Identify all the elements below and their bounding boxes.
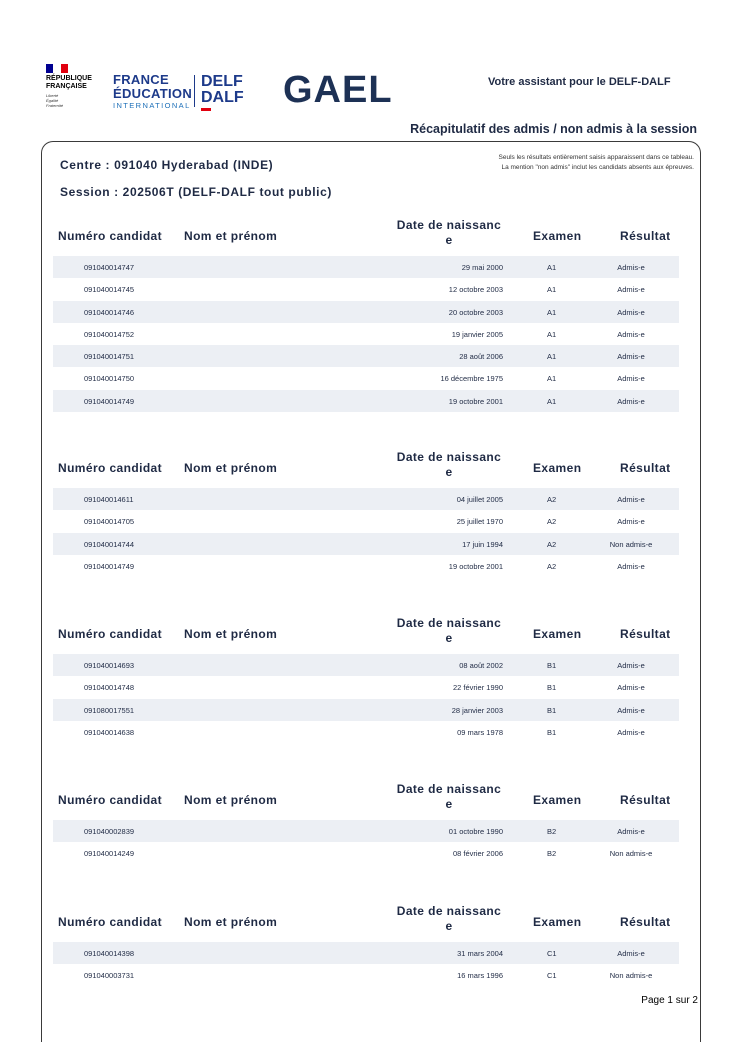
table-row: [53, 654, 679, 676]
cell-date: 04 juillet 2005: [456, 495, 503, 504]
header-nom: Nom et prénom: [184, 793, 278, 807]
table-row: [53, 323, 679, 345]
centre-label: Centre : 091040 Hyderabad (INDE): [60, 158, 274, 172]
cell-resultat: Admis-e: [617, 495, 645, 504]
fei-line-2: ÉDUCATION: [113, 86, 193, 101]
header-nom: Nom et prénom: [184, 915, 278, 929]
header-date-line-2: e: [445, 797, 453, 811]
cell-numero: 091040014748: [84, 683, 135, 693]
header-numero: Numéro candidat: [58, 229, 163, 243]
header-date-naissance: [388, 450, 510, 480]
cell-examen: A2: [547, 561, 557, 571]
flag-red: [61, 64, 68, 73]
header-resultat: Résultat: [620, 793, 671, 807]
cell-date: 01 octobre 1990: [448, 827, 503, 836]
table-row: [53, 964, 679, 986]
table-row: [53, 842, 679, 864]
cell-date: 09 mars 1978: [457, 727, 503, 737]
results-table: [53, 616, 679, 743]
cell-date: 25 juillet 1970: [456, 517, 503, 527]
cell-numero: 091040014611: [84, 495, 134, 504]
cell-examen: A1: [547, 374, 557, 384]
table-row: [53, 390, 679, 412]
header-resultat: Résultat: [620, 229, 671, 243]
cell-examen: A2: [547, 517, 557, 527]
table-header: [53, 782, 679, 820]
header-date-line-2: e: [445, 465, 453, 479]
header-numero: Numéro candidat: [58, 461, 163, 475]
cell-date: 16 mars 1996: [457, 971, 503, 981]
header-date-line-2: e: [445, 919, 453, 933]
motto-1: Liberté: [46, 93, 59, 98]
cell-resultat: Admis-e: [617, 727, 645, 737]
results-note: [414, 153, 694, 172]
cell-numero: 091040002839: [84, 827, 135, 836]
motto-2: Égalité: [46, 98, 59, 103]
cell-examen: A1: [547, 352, 557, 362]
cell-resultat: Admis-e: [617, 683, 645, 693]
cell-examen: A1: [547, 396, 557, 406]
cell-examen: C1: [547, 949, 557, 958]
table-row: [53, 256, 679, 278]
cell-resultat: Admis-e: [617, 329, 645, 339]
header-date-naissance: [388, 904, 510, 934]
cell-date: 28 janvier 2003: [451, 705, 503, 715]
gael-logo: GAEL: [283, 69, 393, 111]
results-table: [53, 782, 679, 865]
header-nom: Nom et prénom: [184, 461, 278, 475]
header-date-line-1: Date de naissanc: [396, 218, 502, 232]
cell-examen: B1: [547, 683, 557, 693]
cell-examen: A1: [547, 307, 557, 317]
table-row: [53, 510, 679, 532]
flag-blue: [46, 64, 53, 73]
cell-examen: A2: [547, 495, 557, 504]
header-date-naissance: [388, 782, 510, 812]
table-header: [53, 616, 679, 654]
note-line-1: Seuls les résultats entièrement saisis apparaissent dans ce tableau.: [498, 154, 694, 161]
cell-numero: 091040014746: [84, 307, 135, 317]
cell-examen: A2: [547, 539, 557, 549]
header-nom: Nom et prénom: [184, 229, 278, 243]
cell-date: 17 juin 1994: [462, 539, 503, 549]
table-row: [53, 367, 679, 389]
table-row: [53, 699, 679, 721]
table-row: [53, 301, 679, 323]
table-row: [53, 676, 679, 698]
cell-resultat: Admis-e: [617, 396, 645, 406]
cell-date: 08 février 2006: [452, 849, 503, 859]
results-table: [53, 904, 679, 987]
cell-numero: 091040014749: [84, 396, 135, 406]
france-education-logo: [113, 73, 193, 110]
header-date-line-1: Date de naissanc: [396, 450, 502, 464]
table-row: [53, 820, 679, 842]
cell-numero: 091040014398: [84, 949, 135, 958]
cell-resultat: Non admis-e: [609, 539, 653, 549]
fei-subtitle: INTERNATIONAL: [113, 101, 191, 110]
header-examen: Examen: [533, 229, 582, 243]
cell-numero: 091040014747: [84, 263, 135, 272]
table-header: [53, 904, 679, 942]
cell-examen: A1: [547, 285, 557, 295]
cell-numero: 091040014749: [84, 561, 135, 571]
header-date-naissance: [388, 218, 510, 248]
cell-examen: B2: [547, 827, 557, 836]
cell-resultat: Admis-e: [617, 374, 645, 384]
table-row: [53, 555, 679, 577]
note-line-2: La mention "non admis" inclut les candidats absents aux épreuves.: [501, 163, 694, 171]
cell-numero: 091040014693: [84, 661, 135, 670]
cell-date: 28 août 2006: [459, 352, 503, 362]
cell-date: 20 octobre 2003: [448, 307, 503, 317]
cell-numero: 091040014638: [84, 727, 135, 737]
cell-date: 31 mars 2004: [457, 949, 503, 958]
header-date-line-2: e: [445, 631, 453, 645]
republique-line-2: FRANÇAISE: [46, 83, 87, 90]
cell-resultat: Admis-e: [617, 661, 645, 670]
session-label: Session : 202506T (DELF-DALF tout public): [60, 185, 332, 199]
table-row: [53, 488, 679, 510]
header-numero: Numéro candidat: [58, 793, 163, 807]
cell-numero: 091040014745: [84, 285, 135, 295]
header-nom: Nom et prénom: [184, 627, 278, 641]
page-title: Récapitulatif des admis / non admis à la session: [410, 122, 697, 136]
cell-examen: B2: [547, 849, 557, 859]
cell-resultat: Non admis-e: [609, 849, 653, 859]
cell-resultat: Admis-e: [617, 705, 645, 715]
header-numero: Numéro candidat: [58, 915, 163, 929]
header-resultat: Résultat: [620, 627, 671, 641]
cell-resultat: Admis-e: [617, 307, 645, 317]
header-date-line-1: Date de naissanc: [396, 782, 502, 796]
cell-examen: B1: [547, 727, 557, 737]
fei-line-1: FRANCE: [113, 72, 169, 87]
logo-separator: [194, 75, 195, 107]
table-header: [53, 218, 679, 256]
header-examen: Examen: [533, 793, 582, 807]
cell-numero: 091040014750: [84, 374, 135, 384]
cell-numero: 091080017551: [84, 705, 135, 715]
header-date-line-1: Date de naissanc: [396, 616, 502, 630]
table-row: [53, 278, 679, 300]
results-table: [53, 450, 679, 577]
cell-resultat: Admis-e: [617, 827, 645, 836]
cell-examen: A1: [547, 263, 557, 272]
header-date-line-1: Date de naissanc: [396, 904, 502, 918]
header-examen: Examen: [533, 915, 582, 929]
table-row: [53, 345, 679, 367]
cell-numero: 091040003731: [84, 971, 135, 981]
table-row: [53, 721, 679, 743]
republique-line-1: RÉPUBLIQUE: [46, 75, 92, 82]
cell-date: 22 février 1990: [452, 683, 503, 693]
cell-date: 19 janvier 2005: [451, 329, 503, 339]
cell-date: 19 octobre 2001: [448, 396, 503, 406]
cell-date: 19 octobre 2001: [448, 561, 503, 571]
cell-date: 12 octobre 2003: [448, 285, 503, 295]
results-table: [53, 218, 679, 412]
delf-red-bar: [201, 108, 211, 111]
french-flag-icon: [46, 64, 68, 73]
table-row: [53, 533, 679, 555]
cell-resultat: Admis-e: [617, 561, 645, 571]
cell-resultat: Admis-e: [617, 263, 645, 272]
cell-date: 29 mai 2000: [461, 263, 503, 272]
cell-resultat: Admis-e: [617, 352, 645, 362]
header-resultat: Résultat: [620, 461, 671, 475]
table-header: [53, 450, 679, 488]
header-numero: Numéro candidat: [58, 627, 163, 641]
cell-date: 08 août 2002: [459, 661, 503, 670]
header-examen: Examen: [533, 627, 582, 641]
dalf-text: DALF: [201, 89, 244, 106]
flag-white: [53, 64, 60, 73]
header-date-line-2: e: [445, 233, 453, 247]
cell-numero: 091040014744: [84, 539, 135, 549]
header-date-naissance: [388, 616, 510, 646]
motto-3: Fraternité: [46, 103, 64, 108]
delf-dalf-logo: [201, 74, 244, 111]
republique-francaise-logo: [46, 64, 106, 108]
cell-resultat: Non admis-e: [609, 971, 653, 981]
cell-date: 16 décembre 1975: [440, 374, 503, 384]
delf-text: DELF: [201, 73, 243, 90]
cell-numero: 091040014752: [84, 329, 135, 339]
cell-resultat: Admis-e: [617, 517, 645, 527]
cell-numero: 091040014751: [84, 352, 135, 362]
table-row: [53, 942, 679, 964]
cell-examen: B1: [547, 705, 557, 715]
motto: [46, 93, 106, 108]
header-resultat: Résultat: [620, 915, 671, 929]
cell-examen: A1: [547, 329, 557, 339]
cell-resultat: Admis-e: [617, 949, 645, 958]
header-examen: Examen: [533, 461, 582, 475]
tagline: Votre assistant pour le DELF-DALF: [488, 76, 671, 88]
page-number: Page 1 sur 2: [641, 995, 698, 1006]
cell-examen: B1: [547, 661, 557, 670]
cell-examen: C1: [547, 971, 557, 981]
cell-resultat: Admis-e: [617, 285, 645, 295]
cell-numero: 091040014249: [84, 849, 135, 859]
cell-numero: 091040014705: [84, 517, 135, 527]
